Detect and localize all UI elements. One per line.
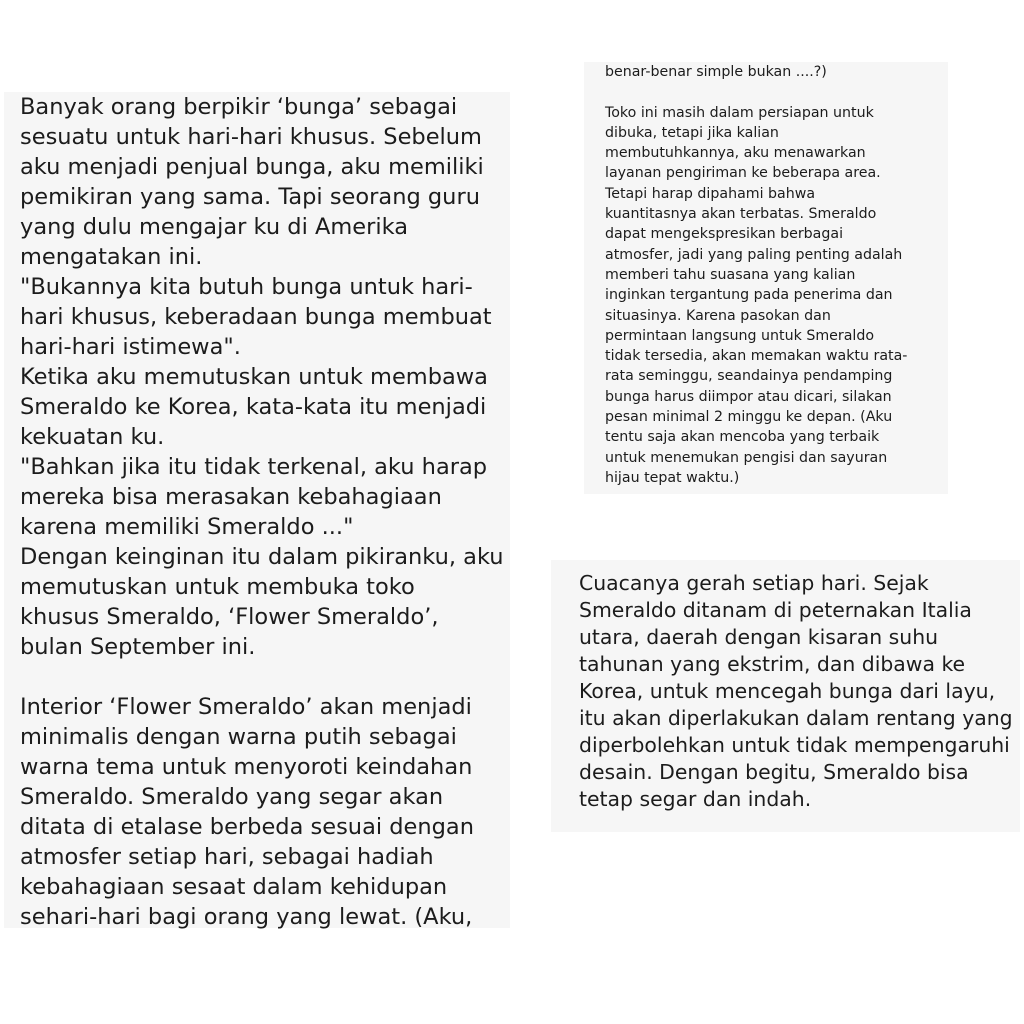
text-line: tidak tersedia, akan memakan waktu rata- [605,348,908,365]
text-line: itu akan diperlakukan dalam rentang yang [579,706,1013,730]
text-line: bulan September ini. [20,634,256,660]
text-line: aku menjadi penjual bunga, aku memiliki [20,154,484,180]
text-line: Interior ‘Flower Smeraldo’ akan menjadi [20,694,472,720]
blank-line [20,662,500,692]
text-line: tentu saja akan mencoba yang terbaik [605,429,880,446]
text-line: mereka bisa merasakan kebahagiaan [20,484,442,510]
text-line: permintaan langsung untuk Smeraldo [605,327,875,344]
text-line: warna tema untuk menyoroti keindahan [20,754,473,780]
bottom-right-text-note [551,560,1020,832]
text-line: situasinya. Karena pasokan dan [605,307,831,324]
text-line: tetap segar dan indah. [579,787,812,811]
text-line: ditata di etalase berbeda sesuai dengan [20,814,474,840]
text-line: bunga harus diimpor atau dicari, silakan [605,388,892,405]
text-line: desain. Dengan begitu, Smeraldo bisa [579,760,969,784]
text-line: pesan minimal 2 minggu ke depan. (Aku [605,409,893,426]
top-right-text-note [584,62,948,494]
text-line: Ketika aku memutuskan untuk membawa [20,364,488,390]
text-line: yang dulu mengajar ku di Amerika [20,214,409,240]
text-line: kuantitasnya akan terbatas. Smeraldo [605,206,877,223]
text-line: layanan pengiriman ke beberapa area. [605,165,881,182]
text-line: Korea, untuk mencegah bunga dari layu, [579,679,996,703]
text-line: "Bahkan jika itu tidak terkenal, aku harap [20,454,488,480]
text-line: atmosfer, jadi yang paling penting adalah [605,246,903,263]
text-line: sehari-hari bagi orang yang lewat. (Aku, [20,904,473,930]
text-line: dibuka, tetapi jika kalian [605,124,779,141]
text-line: memutuskan untuk membuka toko [20,574,415,600]
text-line: benar-benar simple bukan ....?) [605,64,827,80]
text-line: kekuatan ku. [20,424,165,450]
text-line: sesuatu untuk hari-hari khusus. Sebelum [20,124,482,150]
text-line: khusus Smeraldo, ‘Flower Smeraldo’, [20,604,439,630]
text-line: tahunan yang ekstrim, dan dibawa ke [579,652,966,676]
text-line: mengatakan ini. [20,244,203,270]
text-line: Toko ini masih dalam persiapan untuk [605,104,874,121]
blank-line [605,82,940,102]
text-line: Smeraldo ditanam di peternakan Italia [579,598,972,622]
text-line: Dengan keinginan itu dalam pikiranku, aku [20,544,504,570]
text-line: utara, daerah dengan kisaran suhu [579,625,939,649]
text-line: hari khusus, keberadaan bunga membuat [20,304,492,330]
text-line: minimalis dengan warna putih sebagai [20,724,457,750]
text-line: rata seminggu, seandainya pendamping [605,368,893,385]
text-line: atmosfer setiap hari, sebagai hadiah [20,844,434,870]
text-line: Cuacanya gerah setiap hari. Sejak [579,571,929,595]
text-line: Smeraldo ke Korea, kata-kata itu menjadi [20,394,487,420]
text-line: untuk menemukan pengisi dan sayuran [605,449,888,466]
text-line: Banyak orang berpikir ‘bunga’ sebagai [20,94,458,120]
text-line: Smeraldo. Smeraldo yang segar akan [20,784,444,810]
text-line: inginkan tergantung pada penerima dan [605,287,893,304]
text-line: memberi tahu suasana yang kalian [605,266,856,283]
text-line: hari-hari istimewa". [20,334,241,360]
text-line: diperbolehkan untuk tidak mempengaruhi [579,733,1010,757]
text-line: kebahagiaan sesaat dalam kehidupan [20,874,448,900]
text-line: Tetapi harap dipahami bahwa [605,185,816,202]
text-line: membutuhkannya, aku menawarkan [605,145,866,162]
text-line: "Bukannya kita butuh bunga untuk hari- [20,274,473,300]
text-line: hijau tepat waktu.) [605,469,740,486]
text-line: pemikiran yang sama. Tapi seorang guru [20,184,480,210]
left-text-note [4,92,510,928]
text-line: karena memiliki Smeraldo ..." [20,514,354,540]
text-line: dapat mengekspresikan berbagai [605,226,844,243]
